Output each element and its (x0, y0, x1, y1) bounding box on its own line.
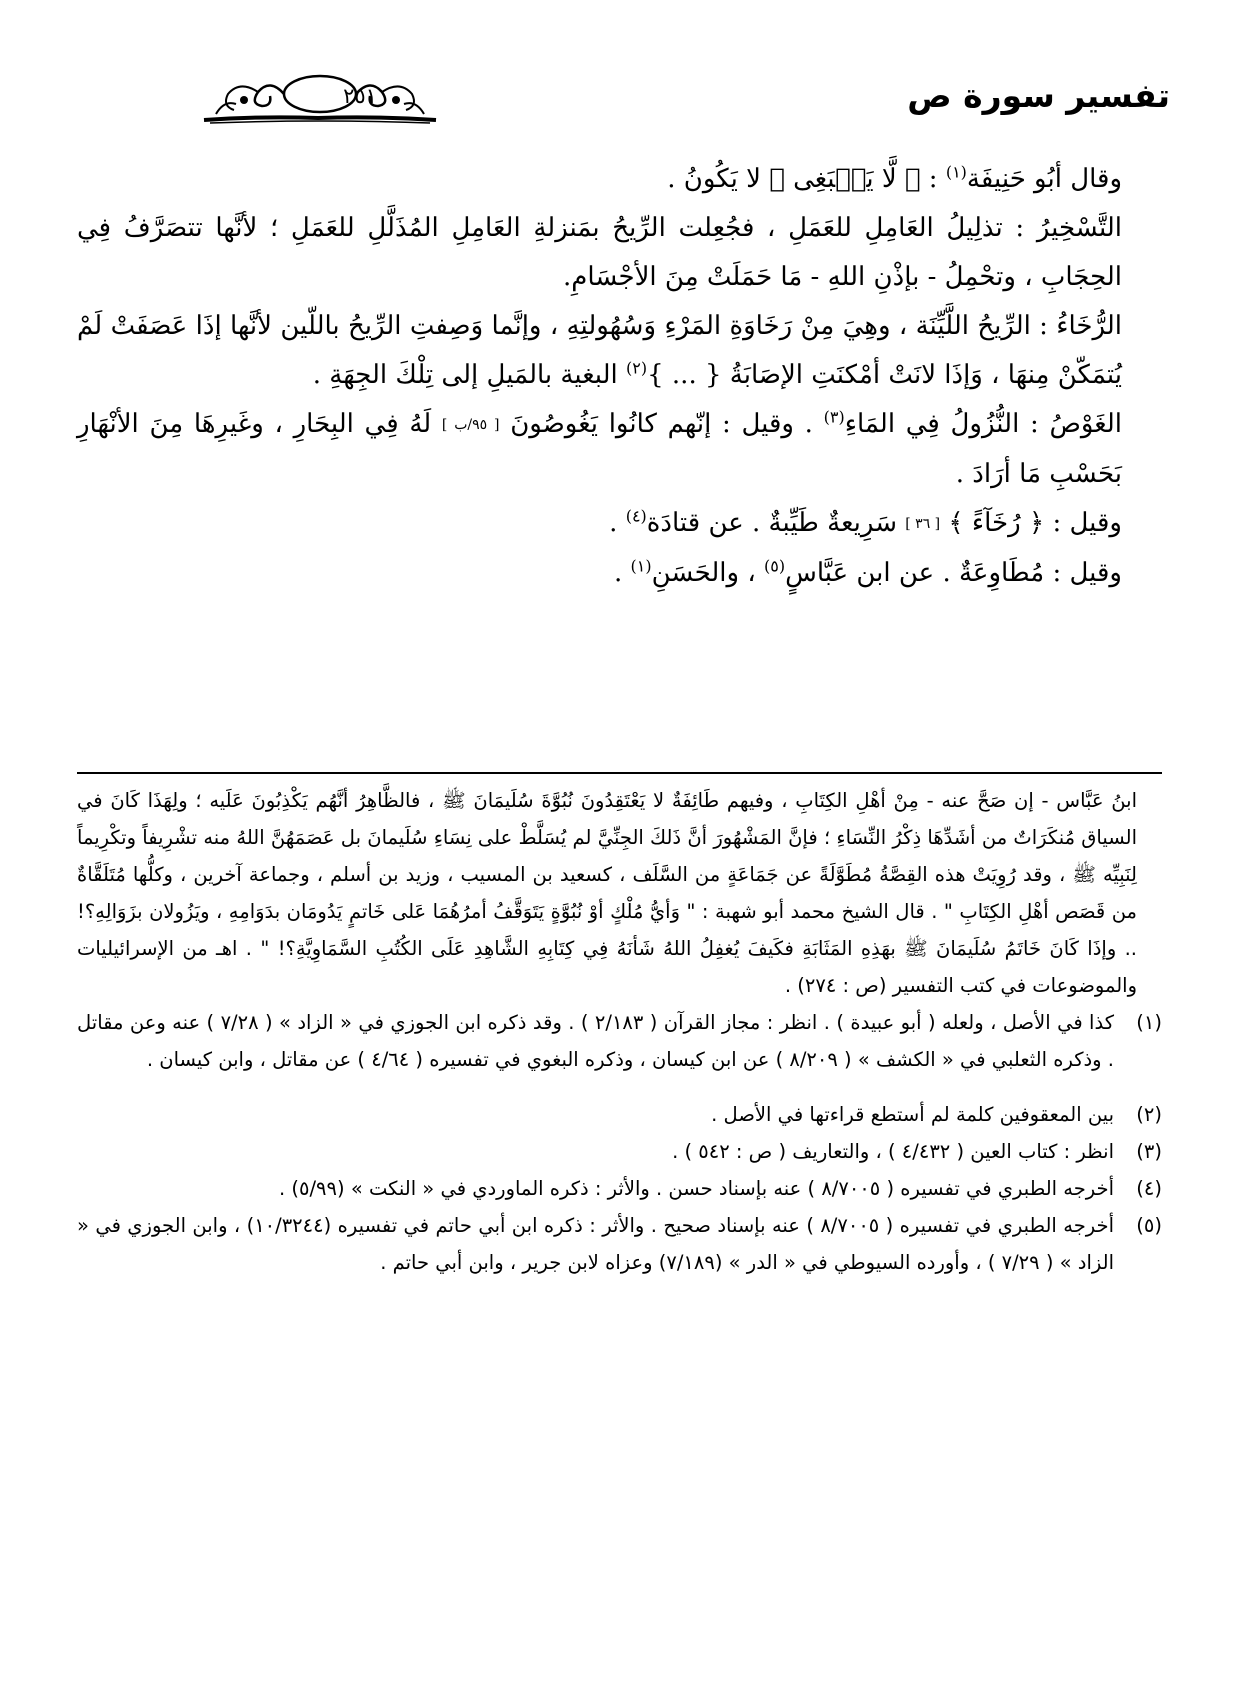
text-run: لَهُ فِي البِحَارِ ، وغَيرِهَا مِنَ الأنْهَارِ بَحَسْبِ مَا أرَادَ . (77, 409, 1122, 489)
footnote-number: (٥) (1136, 1214, 1162, 1237)
text-run: وقيل : ﴿ رُخَآءً ﴾ (940, 508, 1122, 538)
footnote-ref-1: (١) (945, 162, 967, 182)
paragraph-ghaws (77, 400, 1162, 499)
footnote-2 (77, 1096, 1162, 1133)
paragraph-qil-2 (77, 549, 1162, 598)
running-title: تفسير سورة ص (907, 76, 1170, 115)
footnote-continuation (77, 782, 1162, 1004)
text-run: وقيل : مُطَاوِعَةٌ . عن ابن عَبَّاسٍ (785, 558, 1122, 588)
footnote-ref-4: (٤) (625, 506, 647, 526)
footnote-5 (77, 1207, 1162, 1281)
footnote-text: أخرجه الطبري في تفسيره ( ٨/٧٠٠٥ ) عنه بإسناد صحيح . والأثر : ذكره ابن أبي حاتم في تفسيره (١٠/٣٢٤٤) ، وابن الجوزي في « الزاد » ( ٧/٢٩ ) ، وأورده السيوطي في « الدر » (٧/١٨٩) وعزاه لابن جرير ، وابن أبي حاتم . (77, 1214, 1114, 1274)
text-run: . وقيل : إنّهم كانُوا يَغُوصُونَ (499, 409, 824, 439)
page-header (70, 70, 1170, 128)
footnote-text: انظر : كتاب العين ( ٤/٤٣٢ ) ، والتعاريف ( ص : ٥٤٢ ) . (672, 1140, 1114, 1163)
paragraph-abu-hanifa (77, 155, 1162, 204)
paragraph-qil-1 (77, 499, 1162, 549)
text-run: البغية بالمَيلِ إلى تِلْكَ الجِهَةِ . (312, 360, 627, 390)
footnote-number: (١) (1136, 1011, 1162, 1034)
footnote-gap (77, 1078, 1162, 1096)
footnote-text: أخرجه الطبري في تفسيره ( ٨/٧٠٠٥ ) عنه بإسناد حسن . والأثر : ذكره الماوردي في « النكت » (٥/٩٩) . (279, 1177, 1114, 1200)
footnote-text: كذا في الأصل ، ولعله ( أبو عبيدة ) . انظر : مجاز القرآن ( ٢/١٨٣ ) . وقد ذكره ابن الجوزي في « الزاد » ( ٧/٢٨ ) عنه وعن مقاتل . وذكره الثعلبي في « الكشف » ( ٨/٢٠٩ ) عن ابن كيسان ، وذكره البغوي في تفسيره ( ٤/٦٤ ) عن مقاتل ، وابن كيسان . (77, 1011, 1114, 1071)
footnote-divider (77, 772, 1162, 774)
footnote-ref-5: (٥) (764, 556, 786, 576)
text-run: وقال أبُو حَنِيفَة (966, 164, 1122, 194)
main-text (77, 155, 1162, 598)
footnotes-section (77, 782, 1162, 1281)
footnote-text: بين المعقوفين كلمة لم أستطع قراءتها في الأصل . (711, 1103, 1114, 1126)
text-run: الغَوْصُ : النُّزُولُ فِي المَاءِ (844, 409, 1122, 439)
footnote-ref-2: (٢) (626, 358, 648, 378)
verse-number-marker: [ ٣٦ ] (905, 516, 941, 532)
footnote-ref-3: (٣) (823, 407, 845, 427)
text-run: ، والحَسَنِ (651, 558, 764, 588)
footnote-ref-next-1: (١) (630, 556, 652, 576)
folio-marker: [ ٩٥/ب ] (441, 417, 500, 433)
text-run: . (609, 508, 626, 538)
footnote-number: (٣) (1136, 1140, 1162, 1163)
footnote-continuation-text: ابنُ عَبَّاس - إن صَحَّ عنه - مِنْ أهْلِ الكِتَابِ ، وفيهم طَائِفَةٌ لا يَعْتَقِدُونَ نُبُوَّةَ سُلَيمَانَ ﷺ ، فالظَّاهِرُ أنَّهُم يَكْذِبُونَ عَلَيه ؛ ولِهَذَا كَانَ في السياق مُنكَرَاتٌ من أشَدِّهَا ذِكْرُ النِّسَاءِ ؛ فإنَّ المَشْهُورَ أنَّ ذَلكَ الجِنِّيَّ لم يُسَلَّطْ على نِسَاءِ سُلَيمانَ بل عَصَمَهُنَّ اللهُ منه تشْرِيفاً وتكْرِيماً لِنَبِيِّه ﷺ ، وقد رُوِيَتْ هذه القِصَّةُ مُطَوَّلَةً عن جَمَاعَةٍ من السَّلَف ، كسعيد بن المسيب ، وزيد بن أسلم ، وجماعة آخرين ، وكلُّها مُتَلَقَّاةٌ من قَصَص أهْلِ الكِتَابِ " . قال الشيخ محمد أبو شهبة : " وَأيُّ مُلْكٍ أوْ نُبُوَّةٍ يَتَوَقَّفُ أمرُهُمَا عَلى خَاتمٍ يَدُومَان بدَوَامِهِ ، ويَزُولان بزَوَالِهِ؟! .. وإذَا كَانَ خَاتَمُ سُلَيمَانَ ﷺ بهَذِهِ المَثَابَةِ فكَيفَ يُغفِلُ اللهُ شَأنَهُ فِي كِتَابِهِ الشَّاهِدِ عَلَى الكُتُبِ السَّمَاوِيَّةِ؟! " . اهـ من الإسرائيليات والموضوعات في كتب التفسير (ص : ٢٧٤) . (77, 789, 1137, 997)
footnote-number: (٤) (1136, 1177, 1162, 1200)
text-run: التَّسْخِيرُ : تذلِيلُ العَامِلِ للعَمَلِ ، فجُعِلت الرِّيحُ بمَنزلةِ العَامِلِ المُذَلَّلِ للعَمَلِ ؛ لأنَّها تتصَرَّفُ فِي الحِجَابِ ، وتحْمِلُ - بإذْنِ اللهِ - مَا حَمَلَتْ مِنَ الأجْسَامِ. (77, 213, 1122, 292)
footnote-number: (٢) (1136, 1103, 1162, 1126)
text-run: سَرِيعةٌ طَيِّبةٌ . عن قتادَة (646, 508, 906, 538)
text-run: : ﴿ لَّا يَنۢبَغِى ﴾ لا يَكُونُ . (667, 164, 946, 194)
footnote-1 (77, 1004, 1162, 1078)
text-run: الرُّخَاءُ : الرِّيحُ اللَّيِّنَة ، وهِيَ مِنْ رَخَاوَةِ المَرْءِ وَسُهُولتِهِ ، وإنَّما وَصِفتِ الرِّيحُ باللّين لأنَّها إذَا عَصَفَتْ لَمْ يُتمَكّنْ مِنهَا ، وَإذَا لانَتْ أمْكنَتِ الإصَابَةُ { ... } (77, 311, 1122, 390)
paragraph-taskhir (77, 204, 1162, 302)
text-run: . (613, 558, 631, 588)
page-number: ٢٥١ (343, 84, 377, 108)
paragraph-rukha (77, 302, 1162, 400)
footnote-4 (77, 1170, 1162, 1207)
footnote-3 (77, 1133, 1162, 1170)
